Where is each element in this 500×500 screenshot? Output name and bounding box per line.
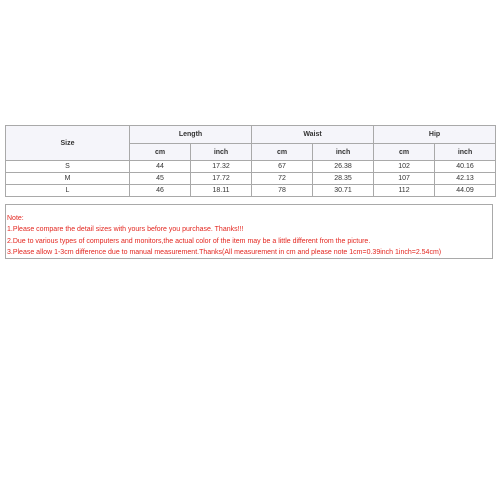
unit-header: cm <box>252 144 313 161</box>
table-row <box>6 185 496 197</box>
table-cell: 78 <box>252 185 313 197</box>
unit-header: cm <box>374 144 435 161</box>
length-header: Length <box>130 126 252 144</box>
table-cell: 67 <box>252 161 313 173</box>
unit-header: inch <box>191 144 252 161</box>
table-cell: 46 <box>130 185 191 197</box>
table-cell: 40.16 <box>435 161 496 173</box>
table-cell: S <box>6 161 130 173</box>
hip-header: Hip <box>374 126 496 144</box>
table-cell: 28.35 <box>313 173 374 185</box>
table-cell: 112 <box>374 185 435 197</box>
table-cell: 26.38 <box>313 161 374 173</box>
table-cell: 17.32 <box>191 161 252 173</box>
note-line: 1.Please compare the detail sizes with yours before you purchase. Thanks!!! <box>7 226 244 234</box>
table-cell: L <box>6 185 130 197</box>
waist-header: Waist <box>252 126 374 144</box>
table-cell: 42.13 <box>435 173 496 185</box>
note-line: 3.Please allow 1-3cm difference due to manual measurement.Thanks(All measurement in cm and please note 1cm=0.39inch 1inch=2.54cm) <box>7 248 442 256</box>
table-cell: 107 <box>374 173 435 185</box>
table-cell: 45 <box>130 173 191 185</box>
table-cell: 102 <box>374 161 435 173</box>
unit-header: inch <box>435 144 496 161</box>
note-title: Note: <box>7 215 24 222</box>
header-row <box>6 126 496 144</box>
table-row <box>6 161 496 173</box>
table-cell: 18.11 <box>191 185 252 197</box>
table-cell: 30.71 <box>313 185 374 197</box>
note-line: 2.Due to various types of computers and monitors,the actual color of the item may be a little different from the picture. <box>7 237 371 245</box>
table-cell: 72 <box>252 173 313 185</box>
unit-header: inch <box>313 144 374 161</box>
unit-header: cm <box>130 144 191 161</box>
notes-box <box>5 204 493 259</box>
table-cell: 17.72 <box>191 173 252 185</box>
table-cell: 44.09 <box>435 185 496 197</box>
size-header: Size <box>6 126 130 161</box>
size-chart-table <box>5 125 496 197</box>
table-cell: M <box>6 173 130 185</box>
table-cell: 44 <box>130 161 191 173</box>
table-row <box>6 173 496 185</box>
